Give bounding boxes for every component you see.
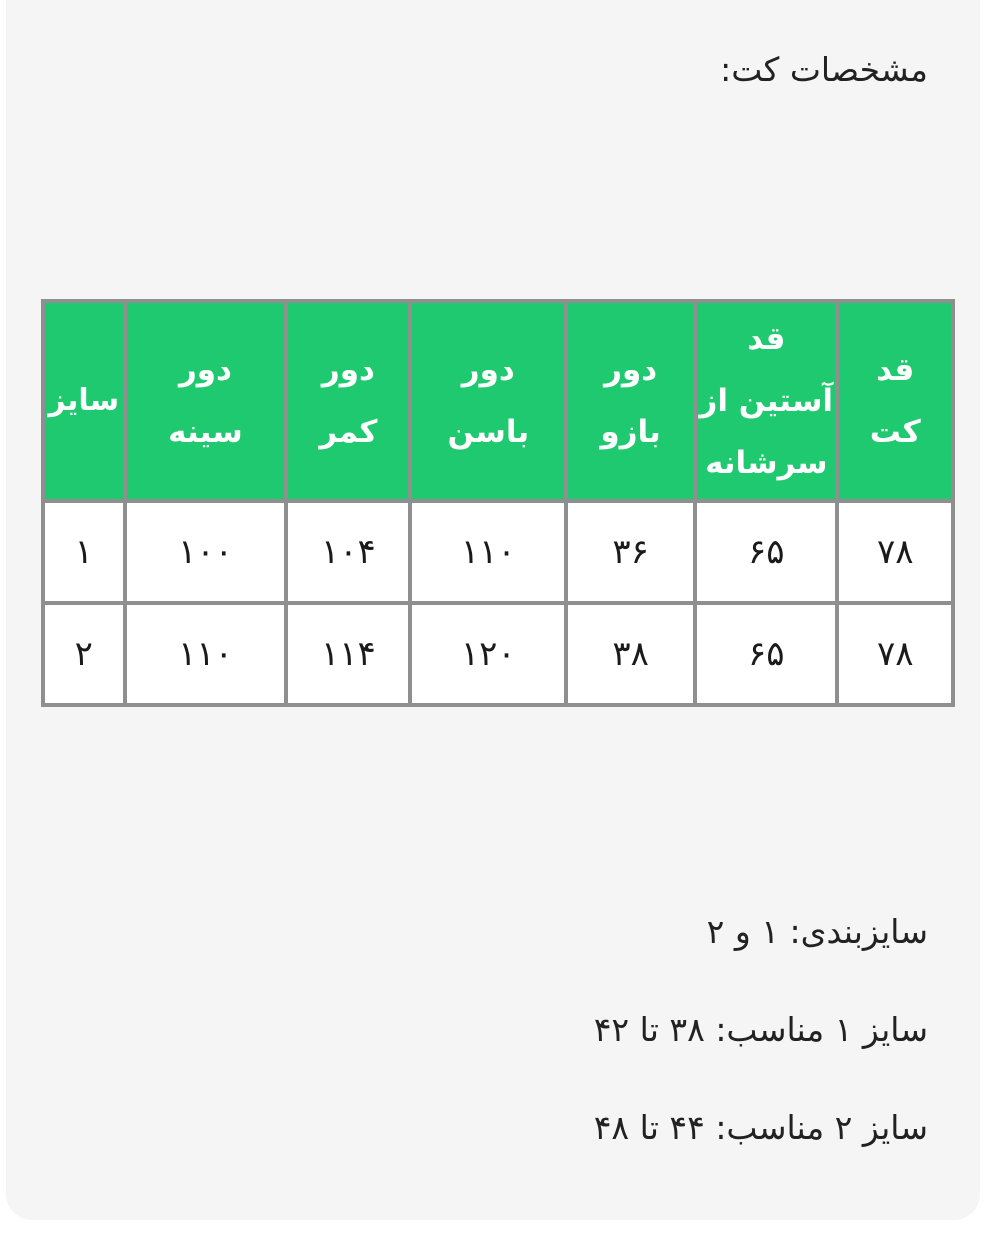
content-card — [6, 0, 980, 1220]
table-cell: ۱۲۰ — [410, 603, 566, 705]
table-cell: ۳۶ — [566, 501, 695, 603]
table-cell: ۷۸ — [837, 603, 953, 705]
table-row — [43, 603, 953, 705]
table-cell: ۱۱۴ — [286, 603, 410, 705]
header-sleeve-length: قد آستین از سرشانه — [695, 301, 837, 501]
page-title: مشخصات کت: — [720, 50, 928, 89]
header-chest-circumference: دور سینه — [125, 301, 287, 501]
table-cell: ۱۱۰ — [410, 501, 566, 603]
table-header-row — [43, 301, 953, 501]
header-arm-circumference: دور بازو — [566, 301, 695, 501]
size-chart-table — [41, 299, 955, 707]
table-cell: ۱۰۰ — [125, 501, 287, 603]
table-cell: ۷۸ — [837, 501, 953, 603]
size-2-fit-text: سایز ۲ مناسب: ۴۴ تا ۴۸ — [593, 1108, 928, 1147]
table-cell: ۶۵ — [695, 501, 837, 603]
table-cell: ۱ — [43, 501, 125, 603]
table-cell: ۳۸ — [566, 603, 695, 705]
header-size: سایز — [43, 301, 125, 501]
header-waist-circumference: دور کمر — [286, 301, 410, 501]
header-hip-circumference: دور باسن — [410, 301, 566, 501]
table-cell: ۲ — [43, 603, 125, 705]
sizes-available-text: سایزبندی: ۱ و ۲ — [706, 912, 928, 951]
size-1-fit-text: سایز ۱ مناسب: ۳۸ تا ۴۲ — [593, 1010, 928, 1049]
header-jacket-length: قد کت — [837, 301, 953, 501]
table-cell: ۱۱۰ — [125, 603, 287, 705]
table-row — [43, 501, 953, 603]
table-cell: ۱۰۴ — [286, 501, 410, 603]
table-cell: ۶۵ — [695, 603, 837, 705]
